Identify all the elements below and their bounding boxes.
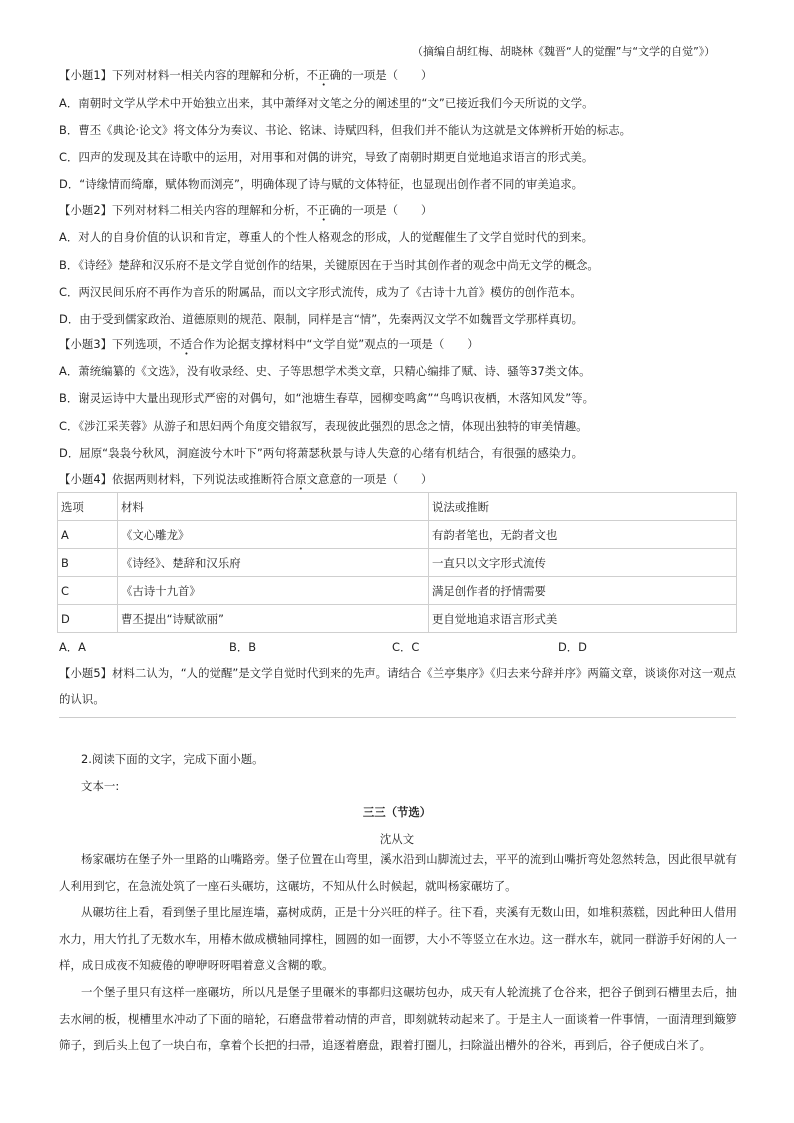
article-paragraph: 杨家碾坊在堡子外一里路的山嘴路旁。堡子位置在山弯里，溪水沿到山脚流过去，平平的流到山嘴折弯处忽然转急，因此很早就有人利用到它，在急流处筑了一座石头碾坊，这碾坊，不知从什么时候起，就叫杨家碾坊了。 bbox=[59, 852, 737, 893]
q3-stem-pre: 【小题3】下列选项， bbox=[59, 337, 170, 351]
q4-choice-a: A．A bbox=[59, 640, 86, 654]
q1-stem-pre: 【小题1】下列对材料一相关内容的理解和分析， bbox=[59, 68, 307, 82]
table-header-cell: 说法或推断 bbox=[429, 493, 737, 521]
source-note: （摘编自胡红梅、胡晓林《魏晋“人的觉醒”与“文学的自觉”》） bbox=[412, 45, 716, 58]
q3-option-c: C．《涉江采芙蓉》从游子和思妇两个角度交错叙写，表现彼此强烈的思念之情，体现出独特的审美情趣。 bbox=[59, 419, 588, 433]
q2-stem bbox=[59, 203, 432, 217]
text-label: 文本一: bbox=[81, 779, 120, 793]
q5-stem-line2: 的认识。 bbox=[59, 692, 105, 706]
table-cell: 有韵者笔也，无韵者文也 bbox=[429, 521, 737, 549]
q1-option-c: C．四声的发现及其在诗歌中的运用，对用事和对偶的讲究，导致了南朝时期更自觉地追求语言的形式美。 bbox=[59, 150, 594, 164]
table-row bbox=[58, 521, 737, 549]
article-paragraph: 一个堡子里只有这样一座碾坊，所以凡是堡子里碾米的事都归这碾坊包办，成天有人轮流挑了仓谷来，把谷子倒到石槽里去后，抽去水闸的板，枧槽里水冲动了下面的暗轮，石磨盘带着动情的声音，即刻就转动起来了。于是主人一面谈着一件事情，一面清理到簸箩筛子，到后头上包了一块白布，拿着个长把的扫帚，追逐着磨盘，跟着打圈儿，扫除溢出槽外的谷米，再到后，谷子便成白米了。 bbox=[59, 985, 737, 1053]
q4-stem-post: 意的一项是（ ） bbox=[329, 472, 433, 486]
q2-option-a: A．对人的自身价值的认识和肯定，尊重人的个性人格观念的形成，人的觉醒催生了文学自觉时代的到来。 bbox=[59, 230, 594, 244]
table-row bbox=[58, 577, 737, 605]
q2-option-d: D．由于受到儒家政治、道德原则的规范、限制，同样是言“情”，先秦两汉文学不如魏晋文学那样真切。 bbox=[59, 312, 584, 326]
q4-choice-d: D．D bbox=[558, 640, 587, 654]
q1-stem bbox=[59, 68, 432, 82]
table-header-cell: 材料 bbox=[118, 493, 429, 521]
table-cell: C bbox=[58, 577, 118, 605]
article-paragraph: 从碾坊往上看，看到堡子里比屋连墙，嘉树成荫，正是十分兴旺的样子。往下看，夹溪有无数山田，如堆积蒸糕，因此种田人借用水力，用大竹扎了无数水车，用椿木做成横轴同撑柱，圆圆的如一面锣，大小不等竖立在水边。这一群水车，就同一群游手好闲的人一样，成日成夜不知疲倦的咿咿呀呀唱着意义含糊的歌。 bbox=[59, 905, 737, 973]
table-row bbox=[58, 605, 737, 633]
table-header-cell: 选项 bbox=[58, 493, 118, 521]
table-cell: 曹丕提出“诗赋欲丽” bbox=[118, 605, 429, 633]
table-cell: 一直只以文字形式流传 bbox=[429, 549, 737, 577]
table-cell: A bbox=[58, 521, 118, 549]
table-cell: 《古诗十九首》 bbox=[118, 577, 429, 605]
table-header-row bbox=[58, 493, 737, 521]
table-cell: 《文心雕龙》 bbox=[118, 521, 429, 549]
q1-option-b: B．曹丕《典论·论文》将文体分为奏议、书论、铭诔、诗赋四科，但我们并不能认为这就是文体辨析开始的标志。 bbox=[59, 123, 632, 137]
q2-stem-emphasis: 不正确 bbox=[306, 203, 341, 217]
q2-option-b: B．《诗经》楚辞和汉乐府不是文学自觉创作的结果，关键原因在于当时其创作者的观念中尚无文学的概念。 bbox=[59, 258, 599, 272]
section2-heading: 2.阅读下面的文字，完成下面小题。 bbox=[81, 752, 264, 766]
q2-option-c: C．两汉民间乐府不再作为音乐的附属品，而以文字形式流传，成为了《古诗十九首》模仿的创作范本。 bbox=[59, 285, 582, 299]
table-cell: 更自觉地追求语言形式美 bbox=[429, 605, 737, 633]
q3-option-b: B．谢灵运诗中大量出现形式严密的对偶句，如“池塘生春草，园柳变鸣禽”“鸟鸣识夜栖，木落知风发”等。 bbox=[59, 391, 595, 405]
table-cell: D bbox=[58, 605, 118, 633]
article-title: 三三（节选） bbox=[362, 805, 432, 819]
section-divider bbox=[59, 717, 736, 718]
table-row bbox=[58, 549, 737, 577]
q4-stem-pre: 【小题4】依据两则材料，下列说法或推断 bbox=[59, 472, 273, 486]
q1-stem-post: 的一项是（ ） bbox=[340, 68, 433, 82]
q3-option-d: D．屈原“袅袅兮秋风，洞庭波兮木叶下”两句将萧瑟秋景与诗人失意的心绪有机结合，有很强的感染力。 bbox=[59, 446, 584, 460]
q3-stem-emphasis: 不适合 bbox=[169, 337, 204, 351]
q2-stem-post: 的一项是（ ） bbox=[340, 203, 433, 217]
q3-stem bbox=[59, 337, 479, 351]
table-cell: B bbox=[58, 549, 118, 577]
article-author: 沈从文 bbox=[379, 832, 415, 846]
q4-table bbox=[57, 492, 737, 633]
q5-stem-line1: 【小题5】材料二认为，“人的觉醒”是文学自觉时代到来的先声。请结合《兰亭集序》《归去来兮辞并序》两篇文章，谈谈你对这一观点 bbox=[59, 666, 737, 680]
table-cell: 《诗经》、楚辞和汉乐府 bbox=[118, 549, 429, 577]
q2-stem-pre: 【小题2】下列对材料二相关内容的理解和分析， bbox=[59, 203, 307, 217]
q4-stem bbox=[59, 472, 432, 486]
q3-option-a: A．萧统编纂的《文选》，没有收录经、史、子等思想学术类文章，只精心编排了赋、诗、骚等37类文体。 bbox=[59, 364, 591, 378]
q1-option-a: A．南朝时文学从学术中开始独立出来，其中萧绎对文笔之分的阐述里的“文”已接近我们今天所说的文学。 bbox=[59, 96, 594, 110]
q4-choice-b: B．B bbox=[229, 640, 257, 654]
q1-option-d: D．“诗缘情而绮靡，赋体物而浏亮”，明确体现了诗与赋的文体特征，也显现出创作者不同的审美追求。 bbox=[59, 177, 584, 191]
q4-stem-emphasis: 符合原文意 • bbox=[272, 472, 329, 486]
table-cell: 满足创作者的抒情需要 bbox=[429, 577, 737, 605]
q4-choice-c: C．C bbox=[392, 640, 420, 654]
q1-stem-emphasis: 不正确 bbox=[306, 68, 341, 82]
q3-stem-post: 作为论据支撑材料中“文学自觉”观点的一项是（ ） bbox=[203, 337, 479, 351]
